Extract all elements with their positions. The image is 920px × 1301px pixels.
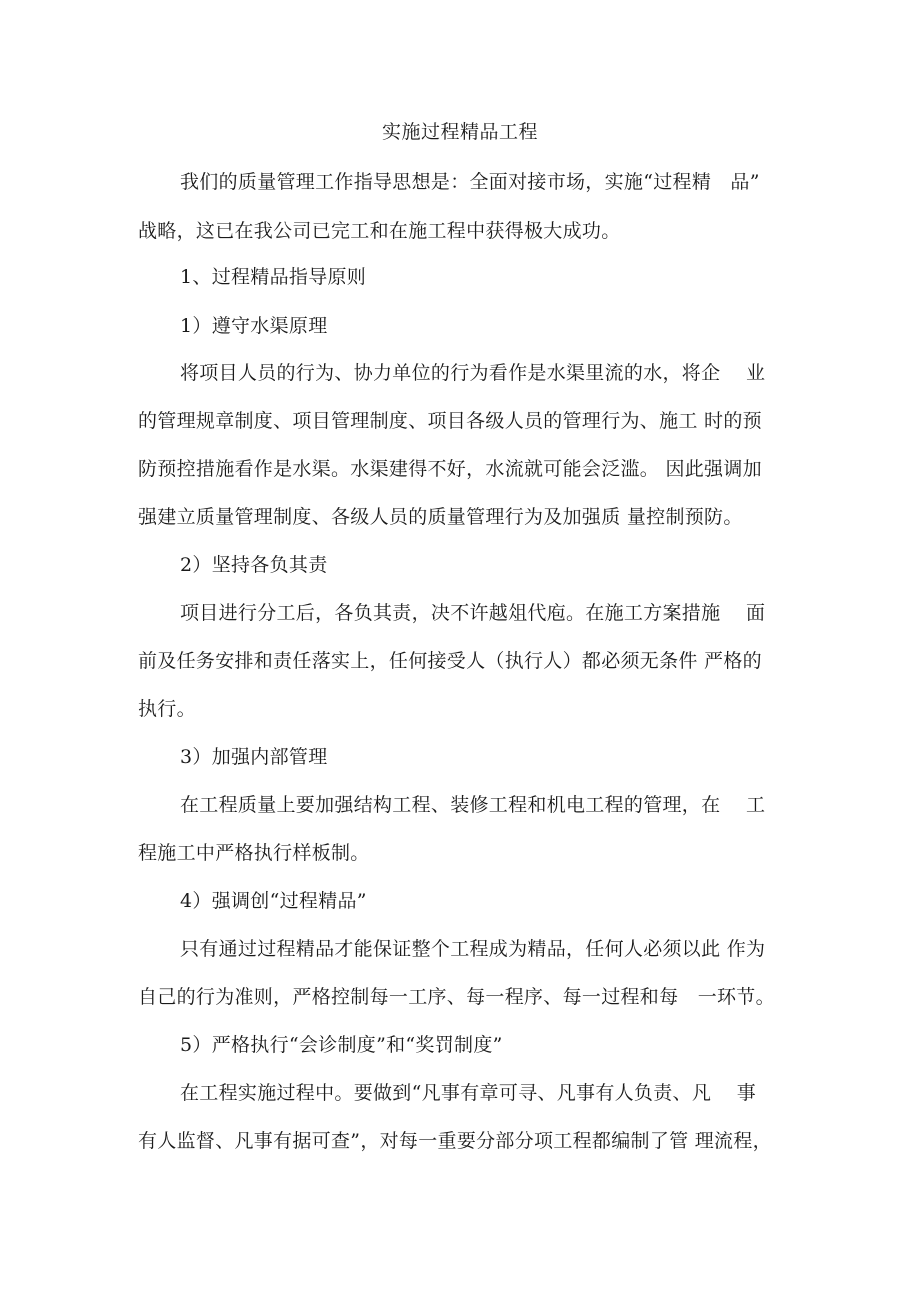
subsection-heading: 3）加强内部管理 xyxy=(180,746,328,768)
paragraph-line: 项目进行分工后，各负其责，决不许越俎代庖。在施工方案措施 面 xyxy=(180,602,766,624)
paragraph-line: 我们的质量管理工作指导思想是：全面对接市场，实施“过程精 品” xyxy=(180,171,760,193)
paragraph-line: 执行。 xyxy=(138,698,196,720)
subsection-heading: 1）遵守水渠原理 xyxy=(180,315,328,337)
subsection-heading: 5）严格执行“会诊制度”和“奖罚制度” xyxy=(180,1034,503,1056)
paragraph-line: 前及任务安排和责任落实上，任何接受人（执行人）都必须无条件 严格的 xyxy=(138,650,762,672)
paragraph-line: 在工程实施过程中。要做到“凡事有章可寻、凡事有人负责、凡 事 xyxy=(180,1082,757,1104)
paragraph-line: 程施工中严格执行样板制。 xyxy=(138,842,370,864)
paragraph-line: 只有通过过程精品才能保证整个工程成为精品，任何人必须以此 作为 xyxy=(180,938,766,960)
paragraph-line: 战略，这已在我公司已完工和在施工程中获得极大成功。 xyxy=(138,220,621,242)
paragraph-line: 在工程质量上要加强结构工程、装修工程和机电工程的管理，在 工 xyxy=(180,794,766,816)
section-heading: 1、过程精品指导原则 xyxy=(180,266,367,288)
paragraph-line: 将项目人员的行为、协力单位的行为看作是水渠里流的水，将企 业 xyxy=(180,362,766,384)
paragraph-line: 防预控措施看作是水渠。水渠建得不好，水流就可能会泛滥。 因此强调加 xyxy=(138,458,762,480)
paragraph-line: 有人监督、凡事有据可查”，对每一重要分部分项工程都编制了管 理流程， xyxy=(138,1130,772,1152)
document-title: 实施过程精品工程 xyxy=(381,121,538,143)
subsection-heading: 4）强调创“过程精品” xyxy=(180,890,367,912)
subsection-heading: 2）坚持各负其责 xyxy=(180,554,328,576)
paragraph-line: 自己的行为准则，严格控制每一工序、每一程序、每一过程和每 一环节。 xyxy=(138,986,775,1008)
paragraph-line: 的管理规章制度、项目管理制度、项目各级人员的管理行为、施工 时的预 xyxy=(138,410,762,432)
paragraph-line: 强建立质量管理制度、各级人员的质量管理行为及加强质 量控制预防。 xyxy=(138,506,743,528)
